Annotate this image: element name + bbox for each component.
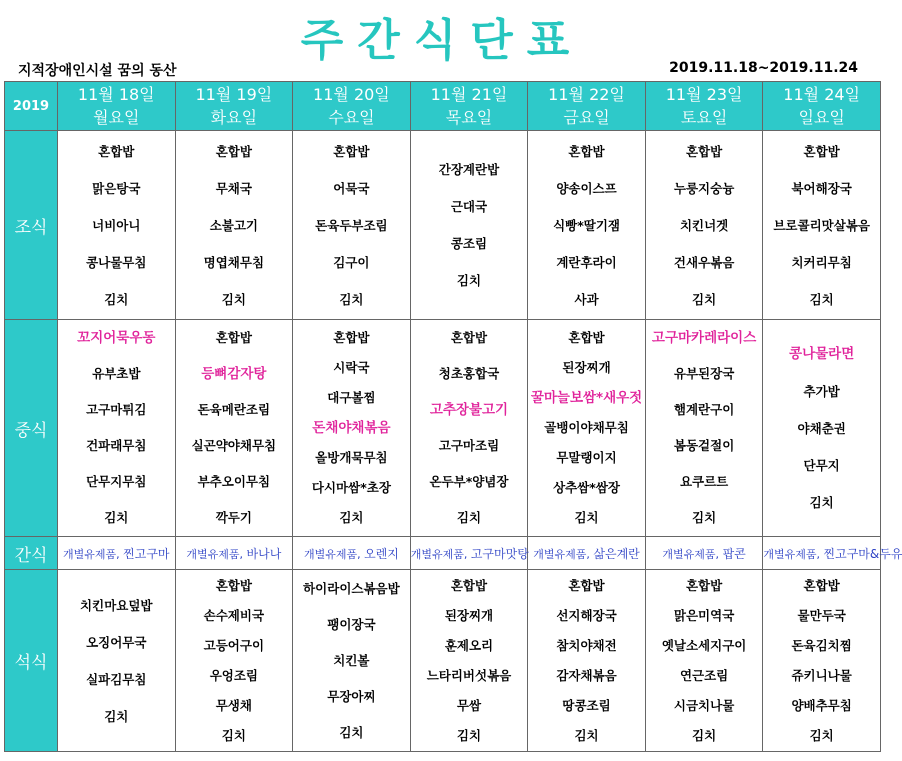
menu-item: 청초홍합국 — [438, 366, 500, 381]
day-weekday: 목요일 — [445, 108, 493, 127]
menu-item: 김치 — [221, 291, 246, 307]
menu-item-highlight: 콩나물라면 — [789, 345, 855, 362]
menu-item: 혼합밥 — [568, 577, 605, 593]
menu-item: 우엉조림 — [209, 667, 258, 683]
menu-item: 김치 — [339, 291, 364, 307]
menu-item: 오징어무국 — [86, 634, 147, 650]
lunch-cell — [293, 320, 411, 537]
menu-item: 돈육김치찜 — [791, 637, 852, 653]
menu-item: 깍두기 — [215, 510, 252, 525]
menu-item: 온두부*양념장 — [429, 474, 509, 489]
menu-item: 양송이스프 — [556, 180, 617, 196]
menu-item: 유부된장국 — [673, 366, 735, 381]
day-date: 11월 18일 — [77, 85, 155, 104]
menu-item: 봄동겉절이 — [673, 438, 735, 453]
snack-item: 오렌지 — [364, 546, 399, 561]
menu-item: 치킨볼 — [333, 652, 370, 668]
facility-name: 지적장애인시설 꿈의 동산 — [18, 63, 177, 79]
menu-item: 건파래무침 — [86, 438, 147, 453]
breakfast-cell — [645, 131, 763, 320]
menu-item: 단무지 — [803, 457, 840, 473]
menu-item: 혼합밥 — [215, 143, 252, 159]
menu-item: 콩나물무침 — [86, 254, 147, 270]
menu-item: 감자채볶음 — [556, 667, 617, 683]
menu-item: 식빵*딸기잼 — [553, 217, 620, 233]
menu-item: 김치 — [221, 727, 246, 743]
day-weekday: 토요일 — [680, 108, 728, 127]
menu-item: 느타리버섯볶음 — [426, 667, 512, 683]
menu-item: 추가밥 — [803, 383, 840, 399]
menu-item: 김구이 — [333, 254, 370, 270]
dinner-cell — [528, 570, 646, 752]
dinner-cell — [58, 570, 176, 752]
menu-item: 맑은미역국 — [673, 607, 735, 623]
dinner-cell — [645, 570, 763, 752]
menu-item: 김치 — [574, 727, 599, 743]
menu-item: 실곤약야채무침 — [191, 438, 277, 453]
menu-item: 김치 — [339, 510, 364, 525]
menu-item: 야채춘권 — [797, 420, 846, 436]
menu-item: 돈육메란조림 — [197, 402, 271, 417]
menu-item: 시락국 — [333, 360, 370, 375]
menu-item: 골뱅이야채무침 — [544, 420, 629, 435]
menu-item: 어묵국 — [333, 180, 370, 196]
day-weekday: 화요일 — [210, 108, 258, 127]
menu-item: 고구마튀김 — [86, 402, 147, 417]
menu-item: 선지해장국 — [556, 607, 617, 623]
menu-item: 김치 — [809, 291, 834, 307]
menu-item: 단무지무침 — [86, 474, 147, 489]
menu-item: 부추오이무침 — [197, 474, 271, 489]
menu-item: 너비아니 — [92, 217, 141, 233]
day-date: 11월 23일 — [665, 85, 743, 104]
menu-item: 김치 — [692, 291, 717, 307]
menu-item: 물만두국 — [797, 607, 846, 623]
day-date: 11월 19일 — [195, 85, 273, 104]
menu-item: 혼합밥 — [98, 143, 135, 159]
menu-item: 혼합밥 — [568, 330, 605, 345]
menu-item-highlight: 고추장불고기 — [429, 402, 509, 418]
menu-item: 치커리무침 — [791, 254, 852, 270]
day-header — [58, 82, 176, 131]
snack-item: 삶은계란 — [593, 546, 640, 561]
day-date: 11월 20일 — [313, 85, 390, 104]
breakfast-cell — [58, 131, 176, 320]
menu-item: 북어해장국 — [791, 180, 852, 196]
menu-item: 된장찌개 — [444, 607, 494, 623]
snack-item: 찐고구마&두유 — [823, 546, 902, 561]
menu-item: 요쿠르트 — [679, 474, 729, 489]
menu-item-highlight: 꼬지어묵우동 — [77, 330, 156, 346]
day-date: 11월 22일 — [548, 85, 625, 104]
menu-item: 혼합밥 — [450, 330, 488, 345]
snack-label: 개별유제품, — [662, 547, 720, 561]
menu-item: 하이라이스볶음밥 — [303, 580, 400, 596]
menu-item: 혼합밥 — [215, 577, 252, 593]
day-weekday: 금요일 — [563, 108, 610, 127]
menu-item: 김치 — [574, 510, 599, 525]
menu-item: 김치 — [809, 494, 834, 510]
snack-cell — [175, 537, 293, 570]
snack-cell — [528, 537, 646, 570]
menu-item: 대구볼찜 — [327, 390, 376, 405]
lunch-cell — [645, 320, 763, 537]
menu-item: 김치 — [104, 708, 129, 724]
page-title: 주간식단표 — [300, 15, 584, 66]
menu-item: 김치 — [104, 291, 129, 307]
menu-item: 김치 — [456, 273, 482, 288]
menu-item: 땅콩조림 — [562, 697, 611, 713]
snack-cell — [763, 537, 902, 570]
menu-item: 치킨마요덮밥 — [80, 597, 153, 613]
day-header — [645, 82, 763, 131]
menu-item: 콩조림 — [450, 236, 488, 251]
weekly-menu-table — [4, 81, 902, 752]
snack-item: 찐고구마 — [123, 546, 170, 561]
day-header — [763, 82, 881, 131]
menu-item: 혼합밥 — [215, 330, 252, 345]
menu-item: 혼합밥 — [803, 143, 840, 159]
menu-item: 혼합밥 — [803, 577, 840, 593]
menu-item: 무말랭이지 — [556, 450, 617, 465]
day-weekday: 일요일 — [798, 108, 845, 127]
lunch-cell — [410, 320, 528, 537]
menu-item: 계란후라이 — [556, 254, 617, 270]
menu-item: 김치 — [809, 727, 834, 743]
menu-item: 고구마조림 — [438, 438, 500, 453]
breakfast-cell — [175, 131, 293, 320]
menu-item: 다시마쌈*초장 — [311, 480, 391, 495]
menu-item: 김치 — [456, 727, 482, 743]
lunch-cell — [528, 320, 646, 537]
menu-item-highlight: 꿀마늘보쌈*새우젓 — [530, 390, 643, 406]
snack-label: 개별유제품, — [763, 547, 821, 561]
menu-item: 혼합밥 — [333, 330, 370, 345]
menu-item: 혼합밥 — [450, 577, 488, 593]
meal-label-dinner: 석식 — [5, 570, 58, 752]
menu-item: 혼합밥 — [333, 143, 370, 159]
meal-label-snack: 간식 — [5, 537, 58, 570]
menu-item: 참치야채전 — [556, 637, 617, 653]
breakfast-cell — [410, 131, 528, 320]
day-weekday: 월요일 — [93, 108, 140, 127]
menu-item: 누룽지숭늉 — [673, 180, 735, 196]
menu-item-highlight: 돈채야채볶음 — [312, 420, 391, 436]
menu-item: 쥬키니나물 — [791, 667, 852, 683]
day-date: 11월 24일 — [783, 85, 861, 104]
menu-item: 무채국 — [215, 180, 252, 196]
day-date: 11월 21일 — [430, 85, 508, 104]
menu-item: 훈제오리 — [444, 637, 494, 653]
menu-item: 혼합밥 — [685, 577, 723, 593]
snack-item: 고구마맛탕 — [470, 546, 529, 561]
menu-item: 유부초밥 — [92, 366, 141, 381]
menu-item: 치킨너겟 — [679, 217, 729, 233]
lunch-cell — [763, 320, 881, 537]
menu-item: 실파김무침 — [86, 671, 147, 687]
snack-label: 개별유제품, — [63, 547, 120, 561]
menu-item: 간장계란밥 — [438, 162, 500, 177]
menu-item: 명엽채무침 — [203, 254, 265, 270]
menu-item: 브로콜리맛살볶음 — [773, 217, 870, 233]
menu-item: 양배추무침 — [791, 697, 852, 713]
dinner-cell — [293, 570, 411, 752]
menu-item-highlight: 고구마카레라이스 — [651, 330, 757, 346]
menu-item: 옛날소세지구이 — [661, 637, 747, 653]
menu-item: 근대국 — [450, 199, 488, 214]
lunch-cell — [58, 320, 176, 537]
dinner-cell — [175, 570, 293, 752]
menu-item-highlight: 등뼈감자탕 — [201, 366, 267, 382]
snack-cell — [293, 537, 411, 570]
menu-item: 된장찌개 — [562, 360, 611, 375]
menu-item: 팽이장국 — [327, 616, 376, 632]
menu-item: 혼합밥 — [685, 143, 723, 159]
menu-item: 김치 — [104, 510, 129, 525]
breakfast-cell — [763, 131, 881, 320]
menu-item: 무생채 — [215, 697, 252, 713]
menu-item: 김치 — [339, 724, 364, 740]
day-weekday: 수요일 — [328, 108, 375, 127]
menu-item: 연근조림 — [679, 667, 729, 683]
menu-item: 건새우볶음 — [673, 254, 735, 270]
menu-item: 김치 — [692, 510, 717, 525]
snack-label: 개별유제품, — [303, 547, 361, 561]
year-cell: 2019 — [5, 82, 58, 131]
menu-item: 고등어구이 — [203, 637, 265, 653]
snack-item: 바나나 — [246, 546, 282, 561]
dinner-cell — [763, 570, 881, 752]
day-header — [410, 82, 528, 131]
menu-item: 혼합밥 — [568, 143, 605, 159]
breakfast-cell — [293, 131, 411, 320]
day-header — [293, 82, 411, 131]
menu-item: 무장아찌 — [327, 688, 376, 704]
menu-item: 올방개묵무침 — [315, 450, 388, 465]
menu-item: 김치 — [456, 510, 482, 525]
menu-item: 돈육두부조림 — [315, 217, 388, 233]
menu-item: 손수제비국 — [203, 607, 265, 623]
lunch-cell — [175, 320, 293, 537]
menu-item: 상추쌈*쌈장 — [553, 480, 620, 495]
menu-item: 맑은탕국 — [92, 180, 141, 196]
snack-cell — [58, 537, 176, 570]
snack-cell — [410, 537, 528, 570]
snack-label: 개별유제품, — [410, 547, 468, 561]
menu-item: 김치 — [692, 727, 717, 743]
snack-item: 팝콘 — [722, 546, 746, 561]
menu-item: 소불고기 — [209, 217, 258, 233]
breakfast-cell — [528, 131, 646, 320]
day-header — [175, 82, 293, 131]
day-header — [528, 82, 646, 131]
snack-label: 개별유제품, — [186, 547, 244, 561]
date-range: 2019.11.18~2019.11.24 — [669, 60, 858, 76]
dinner-cell — [410, 570, 528, 752]
menu-item: 사과 — [574, 291, 599, 307]
snack-cell — [645, 537, 763, 570]
menu-item: 시금치나물 — [673, 697, 735, 713]
meal-label-lunch: 중식 — [5, 320, 58, 537]
snack-label: 개별유제품, — [533, 547, 590, 561]
meal-label-breakfast: 조식 — [5, 131, 58, 320]
menu-item: 햄계란구이 — [673, 402, 735, 417]
menu-item: 무쌈 — [456, 697, 482, 713]
